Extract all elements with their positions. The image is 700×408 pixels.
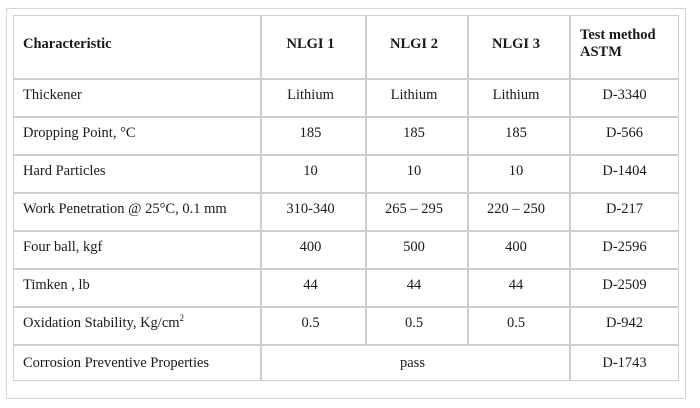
cell-nlgi-1: 10 — [261, 155, 366, 193]
header-test-method — [570, 15, 679, 79]
row-label-text: Oxidation Stability, Kg/cm — [23, 314, 180, 331]
cell-test-method: D-942 — [570, 307, 679, 345]
cell-test-method: D-1404 — [570, 155, 679, 193]
row-label: Four ball, kgf — [13, 231, 261, 269]
cell-nlgi-3: 10 — [468, 155, 570, 193]
row-label: Corrosion Preventive Properties — [13, 345, 261, 381]
header-test-method-line1: Test method — [580, 27, 656, 43]
cell-nlgi-1: 44 — [261, 269, 366, 307]
cell-nlgi-2: 10 — [366, 155, 468, 193]
header-nlgi-1: NLGI 1 — [261, 15, 366, 79]
cell-nlgi-2: 185 — [366, 117, 468, 155]
row-label: Dropping Point, °C — [13, 117, 261, 155]
row-label: Work Penetration @ 25°C, 0.1 mm — [13, 193, 261, 231]
cell-nlgi-1: 185 — [261, 117, 366, 155]
cell-test-method: D-566 — [570, 117, 679, 155]
cell-nlgi-2: Lithium — [366, 79, 468, 117]
table-row — [13, 193, 679, 231]
table-header-row — [13, 15, 679, 79]
cell-nlgi-2: 44 — [366, 269, 468, 307]
spec-table-frame — [6, 8, 686, 399]
table-row — [13, 231, 679, 269]
header-characteristic: Characteristic — [13, 15, 261, 79]
cell-test-method: D-2509 — [570, 269, 679, 307]
cell-nlgi-1: Lithium — [261, 79, 366, 117]
row-label-superscript: 2 — [179, 312, 185, 323]
cell-nlgi-2: 500 — [366, 231, 468, 269]
cell-nlgi-2: 265 – 295 — [366, 193, 468, 231]
cell-nlgi-1: 400 — [261, 231, 366, 269]
row-label: Hard Particles — [13, 155, 261, 193]
cell-test-method: D-3340 — [570, 79, 679, 117]
cell-test-method: D-217 — [570, 193, 679, 231]
cell-nlgi-3: 44 — [468, 269, 570, 307]
cell-test-method: D-1743 — [570, 345, 679, 381]
table-row — [13, 155, 679, 193]
table-row — [13, 79, 679, 117]
row-label: Thickener — [13, 79, 261, 117]
table-row — [13, 269, 679, 307]
grease-spec-table — [13, 15, 679, 381]
cell-nlgi-3: 400 — [468, 231, 570, 269]
row-label — [13, 307, 261, 345]
cell-merged-result: pass — [261, 345, 570, 381]
cell-nlgi-1: 0.5 — [261, 307, 366, 345]
row-label: Timken , lb — [13, 269, 261, 307]
cell-nlgi-3: Lithium — [468, 79, 570, 117]
table-row — [13, 307, 679, 345]
header-nlgi-2: NLGI 2 — [366, 15, 468, 79]
cell-test-method: D-2596 — [570, 231, 679, 269]
cell-nlgi-1: 310-340 — [261, 193, 366, 231]
table-row — [13, 345, 679, 381]
cell-nlgi-3: 220 – 250 — [468, 193, 570, 231]
header-test-method-line2: ASTM — [580, 44, 622, 60]
header-nlgi-3: NLGI 3 — [468, 15, 570, 79]
cell-nlgi-3: 0.5 — [468, 307, 570, 345]
cell-nlgi-3: 185 — [468, 117, 570, 155]
table-row — [13, 117, 679, 155]
cell-nlgi-2: 0.5 — [366, 307, 468, 345]
